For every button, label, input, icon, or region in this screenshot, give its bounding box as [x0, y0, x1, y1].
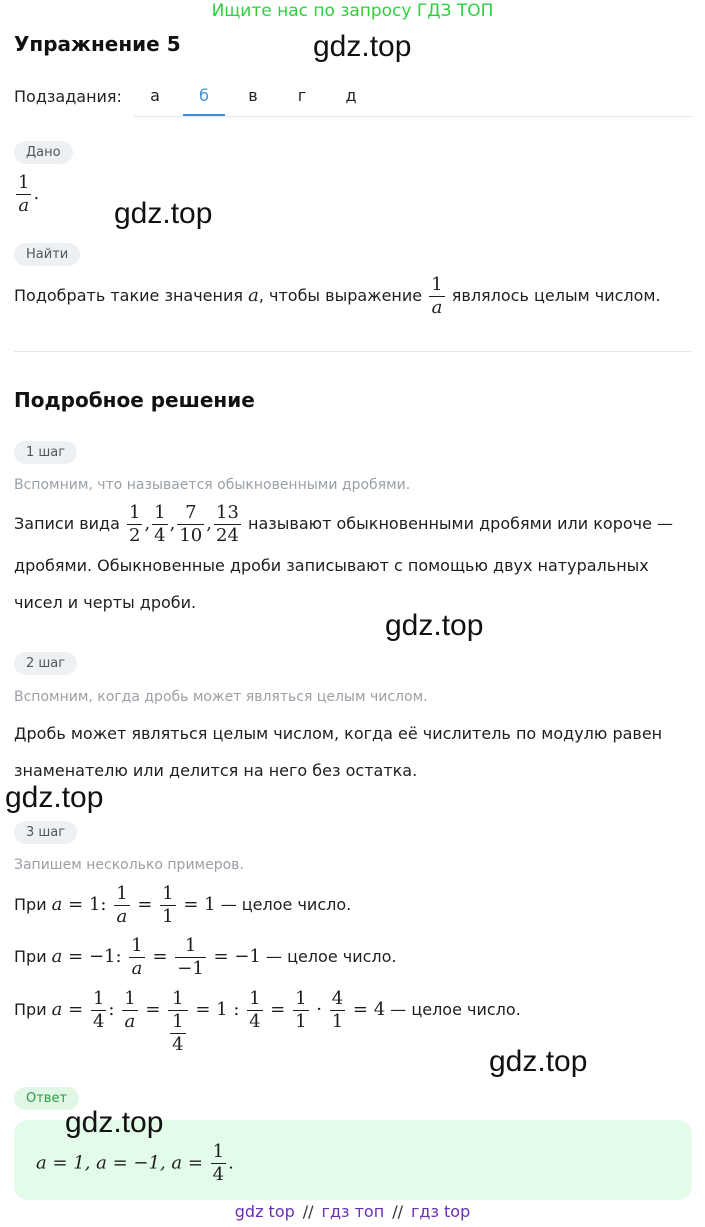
divider	[14, 351, 692, 352]
answer-badge: Ответ	[14, 1087, 79, 1110]
tab-b[interactable]: б	[183, 80, 225, 116]
example-1: При a = 1: $\frac{1}{a}$ = $\frac{1}{1}$ = 1 — целое число.	[14, 883, 352, 927]
watermark: gdz.top	[114, 197, 213, 230]
watermark: gdz.top	[65, 1106, 164, 1139]
step2-hint: Вспомним, когда дробь может являться целым числом.	[14, 689, 428, 705]
step1-line1: Записи вида $\frac{1}{2}$ , $\frac{1}{4}$ , $\frac{7}{10}$ , $\frac{13}{24}$ называют обыкновенными дробями или короче —	[14, 502, 674, 546]
step1-line3: чисел и черты дроби.	[14, 593, 197, 612]
find-badge: Найти	[14, 243, 80, 266]
watermark: gdz.top	[313, 30, 412, 63]
find-text: Подобрать такие значения a, чтобы выражение $\frac{1}{a}$ являлось целым числом.	[14, 274, 661, 318]
watermark: gdz.top	[5, 781, 104, 814]
page-title: Упражнение 5	[14, 32, 181, 56]
answer-text: a = 1, a = −1, a = $\frac{1}{4}$ .	[36, 1141, 234, 1185]
example-3: При a = $\frac{1}{4}$ : $\frac{1}{a}$ = $\frac{1}{\frac{1}{4}}$ = 1 : $\frac{1}{4}$ = $\frac{1}{1}$ · $\frac{4}{1}$ = 4 — целое число.	[14, 988, 521, 1055]
step3-badge: 3 шаг	[14, 821, 77, 844]
step1-badge: 1 шаг	[14, 441, 77, 464]
footer-link-1[interactable]: gdz top	[234, 1202, 295, 1221]
top-banner[interactable]: Ищите нас по запросу ГДЗ ТОП	[211, 1, 494, 21]
step3-hint: Запишем несколько примеров.	[14, 857, 244, 873]
step1-line2: дробями. Обыкновенные дроби записывают с помощью двух натуральных	[14, 556, 649, 575]
step2-line2: знаменателю или делится на него без остатка.	[14, 761, 418, 780]
step1-hint: Вспомним, что называется обыкновенными дробями.	[14, 477, 411, 493]
subtask-tabs	[134, 80, 692, 117]
watermark: gdz.top	[385, 609, 484, 642]
solution-title: Подробное решение	[14, 388, 255, 412]
tab-g[interactable]: г	[297, 86, 307, 105]
tab-a[interactable]: а	[150, 86, 160, 105]
tab-v[interactable]: в	[248, 86, 258, 105]
tab-d[interactable]: д	[345, 86, 357, 105]
step2-line1: Дробь может являться целым числом, когда её числитель по модулю равен	[14, 724, 663, 743]
footer-link-3[interactable]: гдз top	[410, 1202, 471, 1221]
watermark: gdz.top	[489, 1045, 588, 1078]
step2-badge: 2 шаг	[14, 652, 77, 675]
footer-link-2[interactable]: гдз топ	[321, 1202, 385, 1221]
footer-links: gdz top // гдз топ // гдз top	[234, 1202, 471, 1221]
given-expression: $\frac{1}{a}$ .	[18, 172, 40, 216]
subtasks-label: Подзадания:	[14, 87, 122, 106]
example-2: При a = −1: $\frac{1}{a}$ = $\frac{1}{-1}$ = −1 — целое число.	[14, 935, 397, 979]
given-badge: Дано	[14, 141, 73, 164]
